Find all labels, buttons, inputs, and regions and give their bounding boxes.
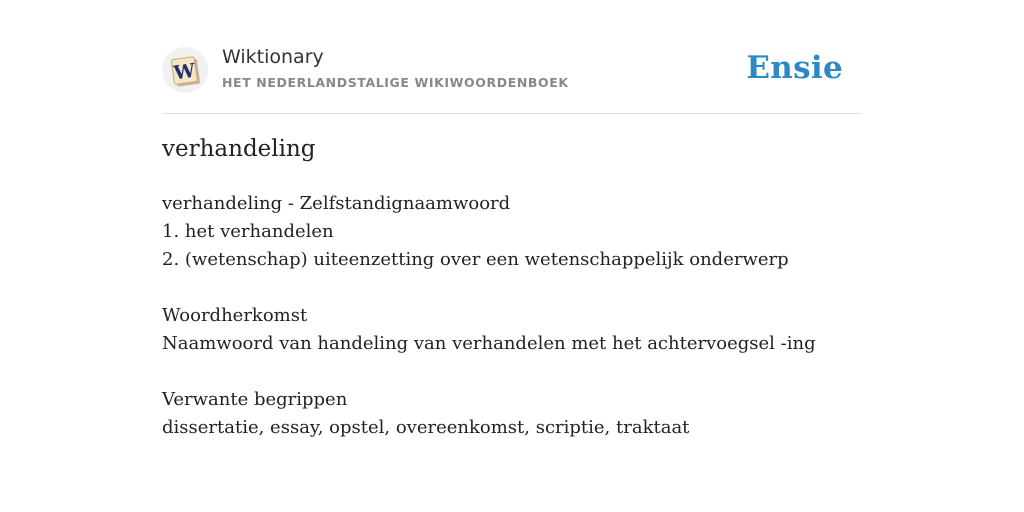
- entry-content: [162, 190, 816, 442]
- etymology-heading: Woordherkomst: [162, 305, 308, 326]
- logo-letter: W: [172, 59, 197, 85]
- entry-heading: verhandeling - Zelfstandignaamwoord: [162, 193, 511, 214]
- blank-line: [162, 358, 816, 386]
- site-title[interactable]: Wiktionary: [222, 46, 324, 68]
- related-terms-list: dissertatie, essay, opstel, overeenkomst, scriptie, traktaat: [162, 417, 690, 438]
- definition-1: 1. het verhandelen: [162, 221, 334, 242]
- related-terms-heading: Verwante begrippen: [162, 389, 348, 410]
- logo-graphic: [162, 47, 208, 93]
- page: [162, 0, 862, 512]
- header-divider: [162, 113, 862, 114]
- site-header: [162, 44, 862, 96]
- ensie-brand-link[interactable]: Ensie: [746, 50, 843, 86]
- page-title: verhandeling: [162, 136, 316, 162]
- blank-line: [162, 274, 816, 302]
- definition-2: 2. (wetenschap) uiteenzetting over een wetenschappelijk onderwerp: [162, 249, 789, 270]
- etymology-text: Naamwoord van handeling van verhandelen met het achtervoegsel -ing: [162, 333, 816, 354]
- site-subtitle: HET NEDERLANDSTALIGE WIKIWOORDENBOEK: [222, 75, 569, 90]
- wiktionary-logo-icon[interactable]: [162, 47, 208, 93]
